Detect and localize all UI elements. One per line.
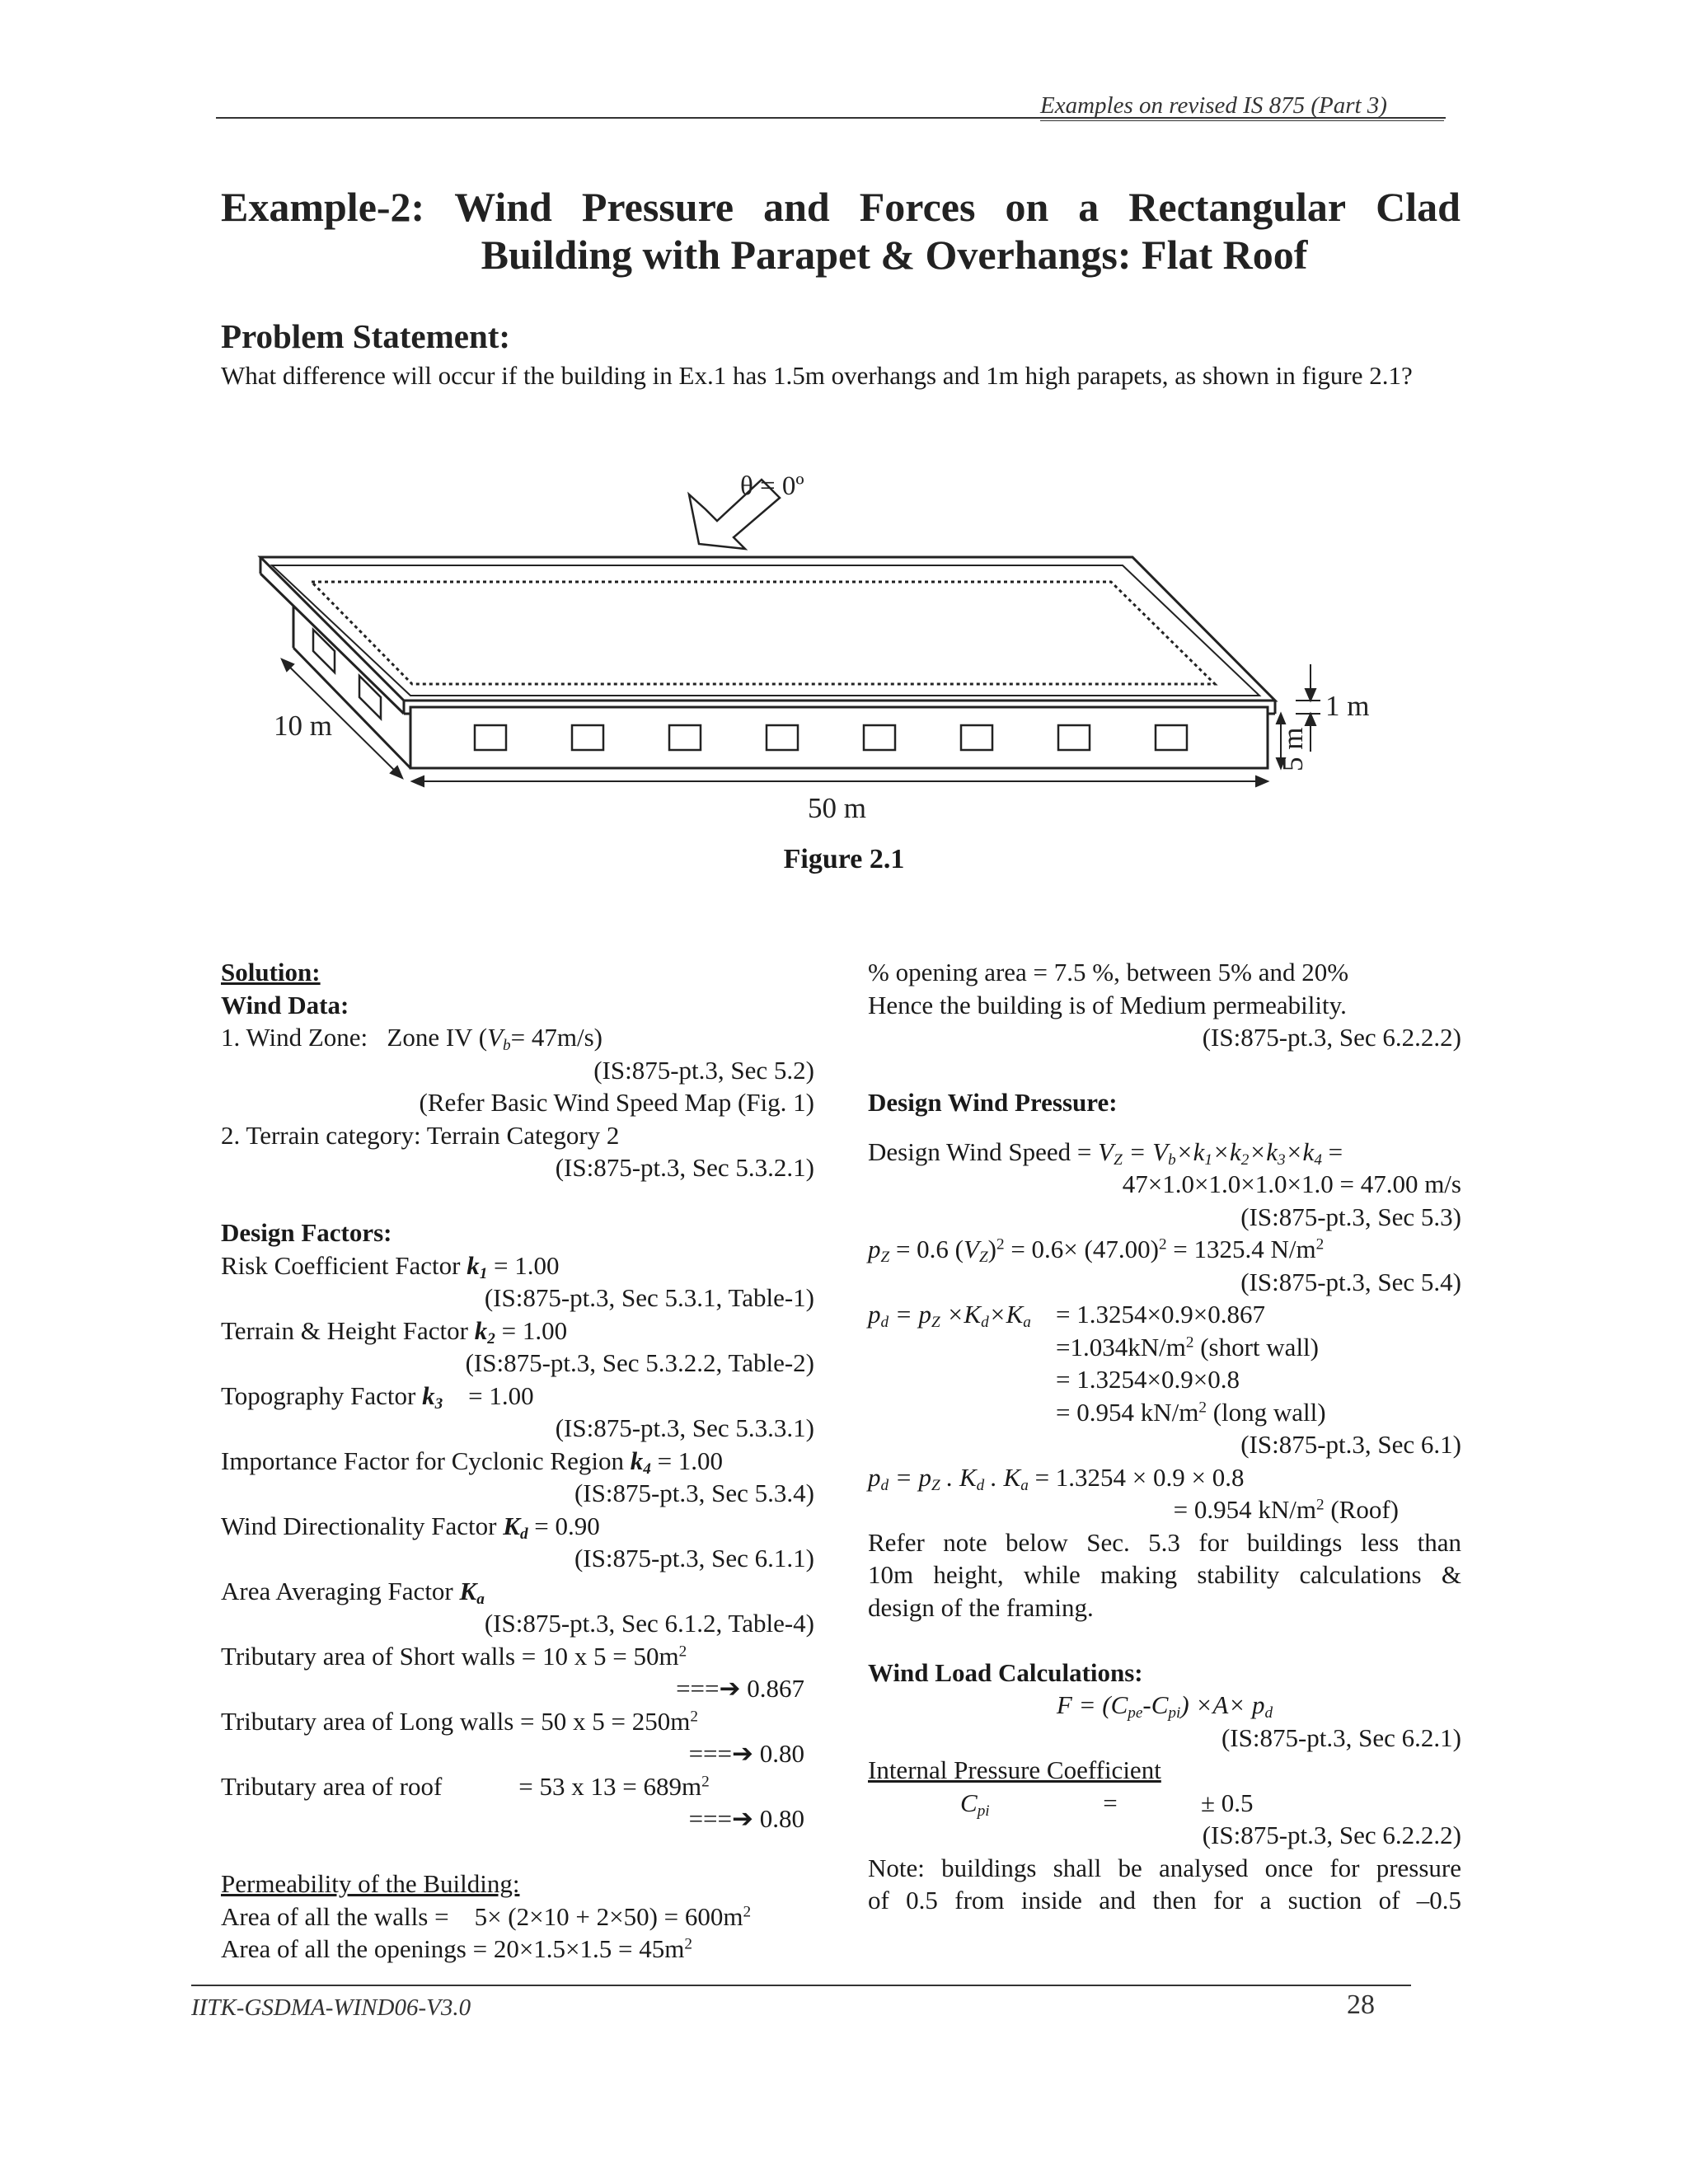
design-wind-speed-values: 47×1.0×1.0×1.0×1.0 = 47.00 m/s xyxy=(1122,1169,1461,1198)
wind-angle-label: θ = 0º xyxy=(740,471,804,501)
title-word: on xyxy=(1005,184,1049,230)
problem-heading: Problem Statement: xyxy=(221,317,511,355)
problem-text: What difference will occur if the building in Ex.1 has 1.5m overhangs and 1m high parapets, as shown in figure 2.1? xyxy=(221,361,1413,390)
ka-ref: (IS:875-pt.3, Sec 6.1.2, Table-4) xyxy=(484,1609,814,1638)
wind-map-ref: (Refer Basic Wind Speed Map (Fig. 1) xyxy=(419,1088,814,1117)
walls-area: Area of all the walls = $5\times (2\times 10 + 2\times 50) = 600m^2$ xyxy=(221,1901,752,1931)
long-wall-area: Tributary area of Long walls = 50 x $5 = 250m^2$ xyxy=(221,1706,698,1736)
k3-line: Topography Factor $k_3$ = 1.00 xyxy=(221,1380,534,1413)
k4-line: Importance Factor for Cyclonic Region $k_4 = 1.00$ xyxy=(221,1446,724,1478)
kd-line: Wind Directionality Factor $K_d = 0.90$ xyxy=(221,1511,600,1543)
title-word: Pressure xyxy=(581,184,734,230)
note2-line-2: of 0.5 from inside and then for a suction of –0.5 xyxy=(868,1886,1461,1915)
long-wall-windows xyxy=(475,725,1187,750)
roof-outer-edge xyxy=(260,557,1275,701)
ka-line: Area Averaging Factor $K_a$ xyxy=(221,1576,485,1608)
design-wind-speed-ref: (IS:875-pt.3, Sec 5.3) xyxy=(1240,1202,1461,1231)
title-word: and xyxy=(763,184,830,230)
note2-line-1: Note: buildings shall be analysed once for pressure xyxy=(868,1853,1461,1882)
internal-pressure-heading: Internal Pressure Coefficient xyxy=(868,1755,1161,1784)
footer-rule xyxy=(191,1985,1411,1986)
left-column xyxy=(221,956,814,1966)
wall-line-dotted xyxy=(312,582,1215,684)
pd-roof-line: $p_d = p_Z$ . $K_d$ . $K_a = 1.3254 \times 0.9 \times 0.8$ xyxy=(868,1462,1245,1494)
note-line-2: 10m height, while making stability calculations & xyxy=(868,1560,1461,1589)
figure-caption: Figure 2.1 xyxy=(783,844,905,874)
force-ref: (IS:875-pt.3, Sec 6.2.1) xyxy=(1221,1722,1461,1752)
permeability-ref: (IS:875-pt.3, Sec 6.2.2.2) xyxy=(1202,1023,1461,1052)
pd-ref: (IS:875-pt.3, Sec 6.1) xyxy=(1240,1430,1461,1459)
pd-roof-value: = 0.954 $kN/m^2$ (Roof) xyxy=(1173,1495,1399,1524)
building-figure xyxy=(0,0,1688,832)
design-wind-speed: Design Wind Speed = $V_Z = V_b\times k_1\times k_2\times k_3\times k_4$ = xyxy=(868,1137,1343,1169)
title-word: Rectangular xyxy=(1128,184,1347,230)
width-label: 10 m xyxy=(274,710,332,742)
wind-zone-line: 1. Wind Zone: Zone IV $(V_b= 47m/s)$ xyxy=(221,1023,603,1054)
pz-line: $p_Z = 0.6$ $(V_Z)^2 = 0.6\times (47.00)^2 = 1325.4$ $N/m^2$ xyxy=(868,1235,1325,1266)
design-factors-heading: Design Factors: xyxy=(221,1218,392,1247)
k1-line: Risk Coefficient Factor $k_1 = 1.00$ xyxy=(221,1250,560,1282)
title-word: Clad xyxy=(1376,184,1461,230)
title-word: Example-2: xyxy=(221,184,425,230)
cpi-line: $C_{pi}$ = ± 0.5 xyxy=(960,1788,1254,1820)
length-label: 50 m xyxy=(808,792,866,824)
note-line-1: Refer note below Sec. 5.3 for buildings less than xyxy=(868,1527,1461,1557)
design-wind-pressure-heading: Design Wind Pressure: xyxy=(868,1088,1118,1117)
right-column xyxy=(868,956,1461,1917)
title-word: a xyxy=(1078,184,1100,230)
footer-doc-id: IITK-GSDMA-WIND06-V3.0 xyxy=(191,1994,471,2021)
opening-pct: % opening area = 7.5 %, between 5% and 20% xyxy=(868,958,1349,987)
openings-area: Area of all the openings = $20\times 1.5\times 1.5 = 45m^2$ xyxy=(221,1934,692,1963)
height-label: 5 m xyxy=(1277,727,1309,771)
k1-ref: (IS:875-pt.3, Sec 5.3.1, Table-1) xyxy=(484,1283,814,1312)
long-wall xyxy=(410,707,1268,768)
pd-short-wall: $=1.034kN/m^2$ (short wall) xyxy=(1056,1332,1319,1361)
title-word: Forces xyxy=(859,184,976,230)
parapet-label: 1 m xyxy=(1325,690,1370,722)
permeability-result: Hence the building is of Medium permeability. xyxy=(868,990,1347,1019)
k4-ref: (IS:875-pt.3, Sec 5.3.4) xyxy=(574,1479,814,1507)
k3-ref: (IS:875-pt.3, Sec 5.3.3.1) xyxy=(555,1413,814,1442)
pz-ref: (IS:875-pt.3, Sec 5.4) xyxy=(1240,1267,1461,1296)
roof-ka: ===➔ 0.80 xyxy=(688,1804,804,1833)
permeability-heading: Permeability of the Building: xyxy=(221,1869,520,1898)
title-line-2: Building with Parapet & Overhangs: Flat Roof xyxy=(481,232,1308,278)
roof-inner-edge xyxy=(272,565,1259,696)
k2-ref: (IS:875-pt.3, Sec 5.3.2.2, Table-2) xyxy=(465,1348,814,1377)
page-number: 28 xyxy=(1347,1990,1375,2020)
length-dimension xyxy=(412,776,1268,786)
wind-load-heading: Wind Load Calculations: xyxy=(868,1657,1143,1687)
force-equation: $F = (C_{pe}-C_{pi}) \times A\times p_d$ xyxy=(1056,1690,1273,1722)
wind-zone-ref: (IS:875-pt.3, Sec 5.2) xyxy=(593,1055,814,1085)
cpi-ref: (IS:875-pt.3, Sec 6.2.2.2) xyxy=(1202,1821,1461,1849)
short-wall-ka: ===➔ 0.867 xyxy=(676,1674,804,1703)
terrain-ref: (IS:875-pt.3, Sec 5.3.2.1) xyxy=(555,1153,814,1182)
pd-line-1: $p_d = p_Z \times K_d\times K_a = 1.3254\times 0.9\times 0.867$ xyxy=(868,1300,1265,1331)
terrain-line: 2. Terrain category: Terrain Category 2 xyxy=(221,1120,620,1150)
wind-data-heading: Wind Data: xyxy=(221,990,349,1019)
kd-ref: (IS:875-pt.3, Sec 6.1.1) xyxy=(574,1544,814,1572)
running-header: Examples on revised IS 875 (Part 3) xyxy=(1040,92,1387,119)
roof-area: Tributary area of roof = 53 x $13 = 689m^2$ xyxy=(221,1771,710,1801)
long-wall-ka: ===➔ 0.80 xyxy=(688,1739,804,1768)
note-line-3: design of the framing. xyxy=(868,1592,1094,1622)
k2-line: Terrain & Height Factor $k_2 = 1.00$ xyxy=(221,1315,568,1347)
title-word: Wind xyxy=(454,184,552,230)
solution-heading: Solution: xyxy=(221,958,321,987)
pd-long-wall: = 0.954 $kN/m^2$ (long wall) xyxy=(1056,1397,1326,1427)
pd-line-2: = 1.3254×0.9×0.8 xyxy=(1056,1365,1240,1394)
short-wall-area: Tributary area of Short walls = 10 x $5 = 50m^2$ xyxy=(221,1641,687,1671)
